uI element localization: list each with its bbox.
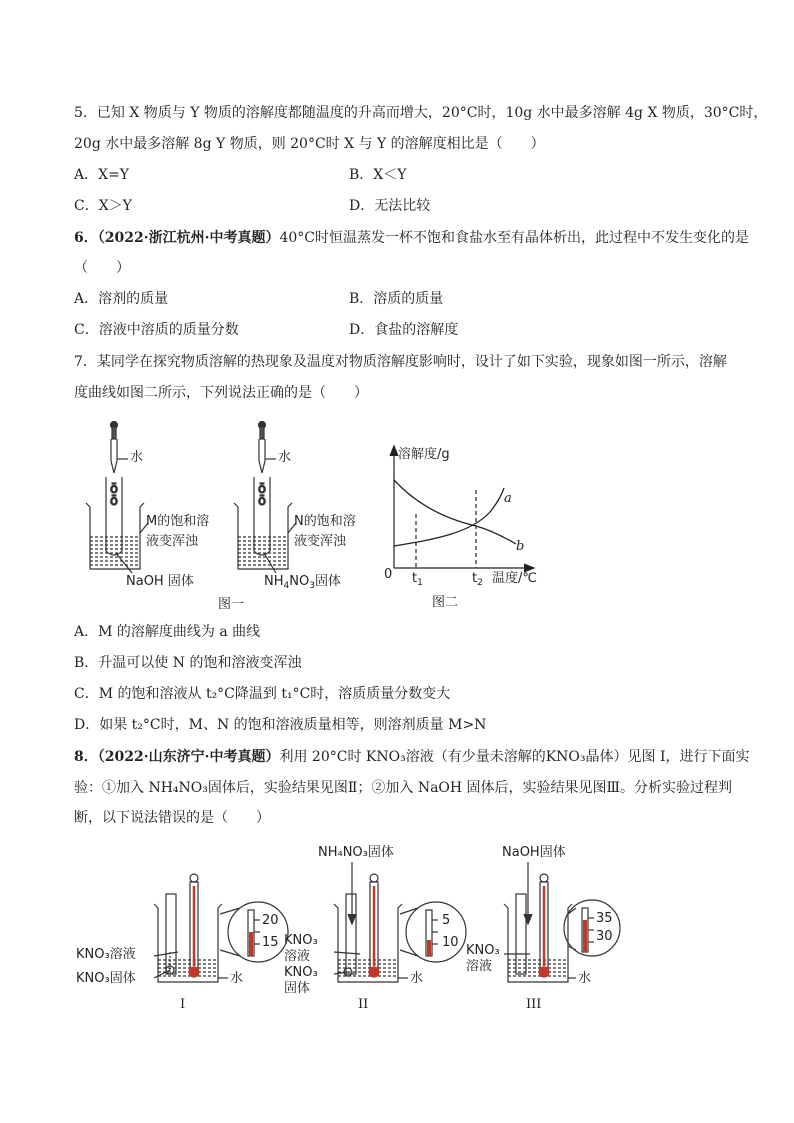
q5-line2: 20g 水中最多溶解 8g Y 物质，则 20°C时 X 与 Y 的溶解度相比是（ ） bbox=[74, 136, 545, 152]
q8-fig-I-tick-top: 20 bbox=[262, 913, 279, 928]
svg-text:ō: ō bbox=[110, 494, 118, 509]
q8-fig-II-water-label: 水 bbox=[410, 971, 424, 986]
q5-line1: 5．已知 X 物质与 Y 物质的溶解度都随温度的升高而增大，20°C时，10g 水中最多溶解 4g X 物质，30°C时， bbox=[74, 105, 768, 121]
q7-option-c: C．M 的饱和溶液从 t₂°C降温到 t₁°C时，溶质质量分数变大 bbox=[74, 686, 451, 702]
q8-fig-I-caption: I bbox=[180, 997, 186, 1012]
q6-option-c: C．溶液中溶质的质量分数 bbox=[74, 322, 239, 338]
q6-option-b: B．溶质的质量 bbox=[349, 291, 444, 307]
q8-fig-I-solution-label: KNO₃溶液 bbox=[76, 947, 136, 962]
q8-fig-II-tick-bottom: 10 bbox=[442, 935, 459, 950]
q7-fig1-right-water-label: 水 bbox=[278, 450, 292, 465]
q8-fig-III-added-solid: NaOH固体 bbox=[502, 845, 566, 860]
q6-source: （2022·浙江杭州·中考真题） bbox=[97, 230, 280, 246]
q7-fig2-origin: 0 bbox=[384, 567, 393, 582]
q7-option-a: A．M 的溶解度曲线为 a 曲线 bbox=[74, 624, 261, 640]
q8-fig-III-water-label: 水 bbox=[578, 971, 592, 986]
svg-text:ō: ō bbox=[110, 482, 118, 497]
q8-text: 利用 20°C时 KNO₃溶液（有少量未溶解的KNO₃晶体）见图 I，进行下面实 bbox=[279, 749, 750, 765]
q8-line1 bbox=[74, 747, 749, 767]
q5-option-d: D．无法比较 bbox=[349, 198, 431, 214]
q7-fig1-caption: 图一 bbox=[218, 597, 245, 612]
q7-option-d: D．如果 t₂°C时，M、N 的饱和溶液质量相等，则溶剂质量 M>N bbox=[74, 717, 487, 733]
q8-fig-III-tick-top: 35 bbox=[596, 911, 613, 926]
q7-figure-1 bbox=[80, 415, 380, 615]
q6-option-d: D．食盐的溶解度 bbox=[349, 322, 459, 338]
q8-fig-II-solid-label-2: 固体 bbox=[284, 981, 311, 996]
q8-fig-III-solution-label-2: 溶液 bbox=[466, 959, 493, 974]
q7-fig1-left-label-2: 液变浑浊 bbox=[146, 534, 199, 549]
q7-fig2-curve-b bbox=[394, 480, 516, 544]
q8-fig-II-caption: II bbox=[358, 997, 369, 1012]
q7-fig1-right-solid-label: $NH_4NO_3$固体 bbox=[264, 574, 341, 591]
q8-fig-II-tick-top: 5 bbox=[442, 913, 451, 928]
q8-fig-III-tick-bottom: 30 bbox=[596, 929, 613, 944]
svg-text:ō: ō bbox=[258, 494, 266, 509]
q7-fig1-right-label-2: 液变浑浊 bbox=[294, 534, 347, 549]
q5-option-a: A．X=Y bbox=[74, 167, 130, 183]
q8-fig-II-solution-label-1: KNO₃ bbox=[284, 933, 318, 948]
q6-line2: （ ） bbox=[74, 260, 130, 276]
q8-line3: 断，以下说法错误的是（ ） bbox=[74, 810, 270, 826]
q8-fig-II-solution-label-2: 溶液 bbox=[284, 949, 311, 964]
q7-fig2-t2: $t_2$ bbox=[472, 571, 483, 588]
svg-text:ō: ō bbox=[258, 482, 266, 497]
q8-fig-II-added-solid: NH₄NO₃固体 bbox=[318, 845, 394, 860]
q7-line1: 7．某同学在探究物质溶解的热现象及温度对物质溶解度影响时，设计了如下实验，现象如图一所示，溶解 bbox=[74, 354, 727, 370]
q6-option-a: A．溶剂的质量 bbox=[74, 291, 169, 307]
q6-line1 bbox=[74, 228, 749, 248]
q8-fig-I-solid-label: KNO₃固体 bbox=[76, 971, 136, 986]
q8-fig-I-apparatus bbox=[154, 874, 288, 982]
q7-option-b: B．升温可以使 N 的饱和溶液变浑浊 bbox=[74, 655, 302, 671]
q7-fig2-xlabel: 温度/℃ bbox=[492, 571, 537, 586]
q7-fig2-curve-b-label: b bbox=[516, 539, 525, 554]
q6-number: 6． bbox=[74, 230, 98, 246]
q8-source: （2022·山东济宁·中考真题） bbox=[97, 749, 280, 765]
q7-fig2-axes bbox=[390, 446, 534, 572]
q7-fig2-t1: $t_1$ bbox=[412, 571, 423, 588]
q7-fig2-caption: 图二 bbox=[432, 595, 459, 610]
q7-fig1-right-apparatus bbox=[234, 422, 296, 574]
q7-figure-2 bbox=[380, 440, 560, 615]
q7-fig1-left-water-label: 水 bbox=[130, 450, 144, 465]
q8-fig-I-tick-bottom: 15 bbox=[262, 935, 279, 950]
q5-option-b: B．X＜Y bbox=[349, 167, 407, 183]
q7-fig2-ylabel: 溶解度/g bbox=[398, 447, 450, 462]
q8-fig-II-solid-label-1: KNO₃ bbox=[284, 965, 318, 980]
q8-fig-III-caption: III bbox=[526, 997, 542, 1012]
q7-fig1-right-label-1: N的饱和溶 bbox=[294, 514, 356, 529]
q8-fig-III-solution-label-1: KNO₃ bbox=[466, 943, 500, 958]
q7-fig1-left-label-1: M的饱和溶 bbox=[146, 514, 210, 529]
q7-fig2-curve-a-label: a bbox=[504, 491, 512, 506]
q8-number: 8． bbox=[74, 749, 98, 765]
q7-fig1-left-solid-label: NaOH 固体 bbox=[126, 574, 194, 589]
q8-fig-I-water-label: 水 bbox=[230, 971, 244, 986]
q7-line2: 度曲线如图二所示，下列说法正确的是（ ） bbox=[74, 385, 368, 401]
q8-line2: 验：①加入 NH₄NO₃固体后，实验结果见图Ⅱ；②加入 NaOH 固体后，实验结果见图Ⅲ。分析实验过程判 bbox=[74, 780, 733, 796]
q6-text: 40°C时恒温蒸发一杯不饱和食盐水至有晶体析出，此过程中不发生变化的是 bbox=[279, 230, 749, 246]
q8-figure bbox=[70, 842, 630, 1017]
q7-fig1-left-apparatus bbox=[86, 422, 148, 574]
q5-option-c: C．X＞Y bbox=[74, 198, 132, 214]
